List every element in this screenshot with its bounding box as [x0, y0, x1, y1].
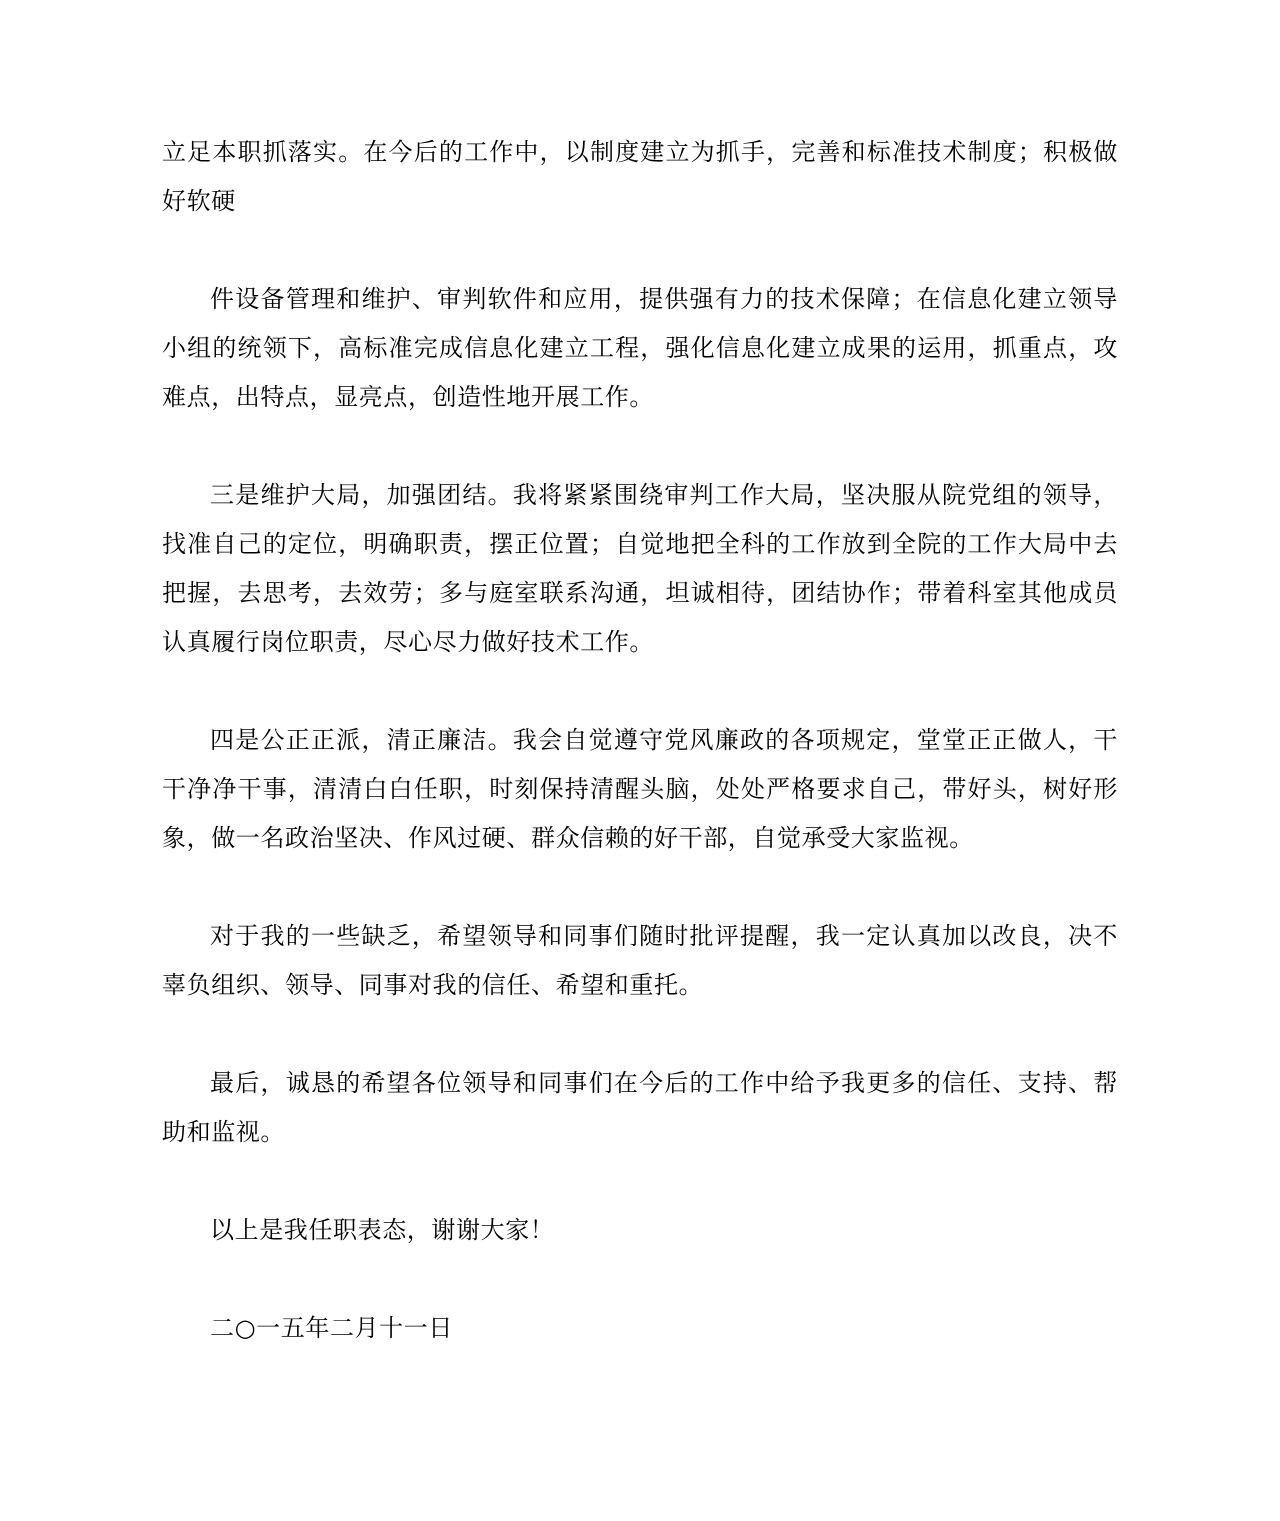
paragraph-7: 以上是我任职表态，谢谢大家！ [210, 1216, 555, 1244]
date-line: 二○一五年二月十一日 [210, 1314, 453, 1342]
paragraph-4: 四是公正正派，清正廉洁。我会自觉遵守党风廉政的各项规定，堂堂正正做人，干干净净干事，清清白白任职，时刻保持清醒头脑，处处严格要求自己，带好头，树好形象，做一名政治坚决、作风过硬、群众信赖的好干部，自觉承受大家监视。 [162, 726, 1118, 852]
paragraph-3: 三是维护大局，加强团结。我将紧紧围绕审判工作大局，坚决服从院党组的领导，找准自己的定位，明确职责，摆正位置；自觉地把全科的工作放到全院的工作大局中去把握，去思考，去效劳；多与庭室联系沟通，坦诚相待，团结协作；带着科室其他成员认真履行岗位职责，尽心尽力做好技术工作。 [162, 481, 1118, 656]
paragraph-1: 立足本职抓落实。在今后的工作中，以制度建立为抓手，完善和标准技术制度；积极做好软硬 [162, 138, 1118, 215]
paragraph-2: 件设备管理和维护、审判软件和应用，提供强有力的技术保障；在信息化建立领导小组的统领下，高标准完成信息化建立工程，强化信息化建立成果的运用，抓重点，攻难点，出特点，显亮点，创造性地开展工作。 [162, 285, 1118, 411]
document-page [162, 128, 1118, 1353]
paragraph-6: 最后，诚恳的希望各位领导和同事们在今后的工作中给予我更多的信任、支持、帮助和监视。 [162, 1069, 1118, 1146]
paragraph-5: 对于我的一些缺乏，希望领导和同事们随时批评提醒，我一定认真加以改良，决不辜负组织、领导、同事对我的信任、希望和重托。 [162, 922, 1118, 999]
